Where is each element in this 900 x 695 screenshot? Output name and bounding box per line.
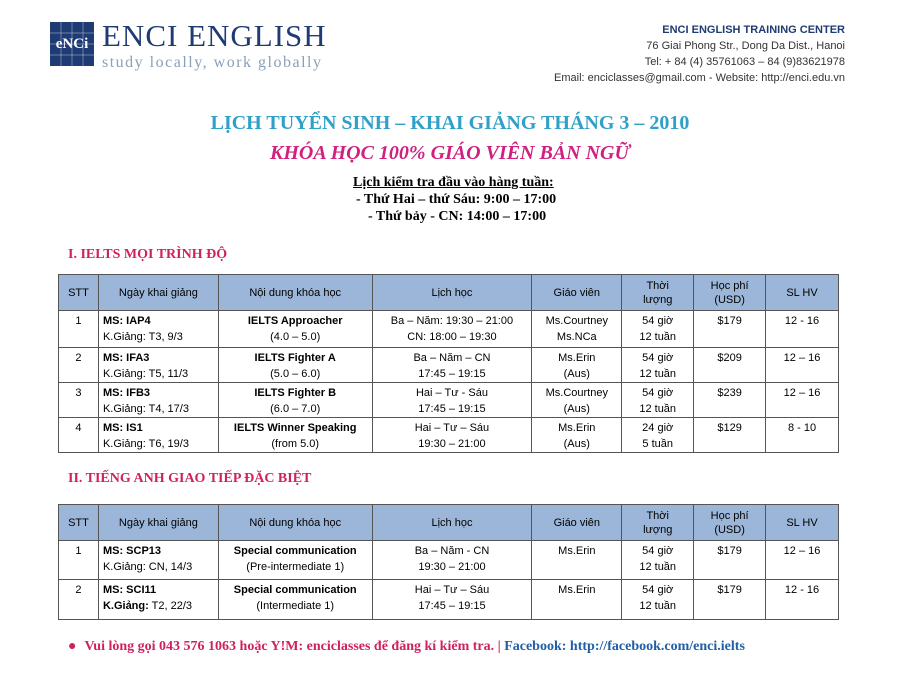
col-duration: Thời lượng	[622, 505, 694, 541]
contact-email: Email: enciclasses@gmail.com - Website: http://enci.edu.vn	[554, 72, 845, 84]
table-row: 2 MS: IFA3 K.Giảng: T5, 11/3 IELTS Fighter A (5.0 – 6.0) Ba – Năm – CN 17:45 – 19:15 Ms.Erin (Aus) 54 giờ 12 tuần $209 12 – 16	[59, 348, 839, 383]
col-stt: STT	[59, 275, 99, 311]
col-teacher: Giáo viên	[532, 505, 622, 541]
test-schedule-weekend: - Thứ bảy - CN: 14:00 – 17:00	[368, 209, 547, 224]
test-schedule-weekday: - Thứ Hai – thứ Sáu: 9:00 – 17:00	[356, 192, 557, 207]
col-fee: Học phí (USD)	[694, 505, 766, 541]
col-content: Nội dung khóa học	[218, 505, 372, 541]
col-start: Ngày khai giảng	[98, 505, 218, 541]
table-header-row	[59, 505, 839, 541]
page-subtitle: KHÓA HỌC 100% GIÁO VIÊN BẢN NGỮ	[270, 142, 630, 164]
test-schedule	[350, 174, 556, 225]
col-schedule: Lịch học	[372, 275, 532, 311]
brand-tagline: study locally, work globally	[102, 54, 323, 71]
bullet-icon: ●	[68, 639, 77, 654]
contact-tel: Tel: + 84 (4) 35761063 – 84 (9)83621978	[644, 56, 845, 68]
brand-name: ENCI ENGLISH	[102, 18, 327, 53]
table-row: 1 MS: SCP13 K.Giảng: CN, 14/3 Special communication (Pre-intermediate 1) Ba – Năm - CN 19:30 – 21:00 Ms.Erin 54 giờ 12 tuần $179 12 – 16	[59, 541, 839, 580]
communication-table	[58, 504, 839, 620]
logo	[50, 20, 350, 76]
logo-text: eNCi	[55, 36, 89, 52]
col-fee: Học phí (USD)	[694, 275, 766, 311]
test-schedule-heading: Lịch kiểm tra đầu vào hàng tuần:	[353, 175, 554, 190]
table-row: 2 MS: SCI11 K.Giảng: T2, 22/3 Special communication (Intermediate 1) Hai – Tư – Sáu 17:45 – 19:15 Ms.Erin 54 giờ 12 tuần $179 12 - 16	[59, 580, 839, 620]
page-title: LỊCH TUYỂN SINH – KHAI GIẢNG THÁNG 3 – 2010	[210, 112, 690, 134]
col-start: Ngày khai giảng	[98, 275, 218, 311]
contact-block	[554, 22, 845, 86]
table-row: 1 MS: IAP4 K.Giảng: T3, 9/3 IELTS Approacher (4.0 – 5.0) Ba – Năm: 19:30 – 21:00 CN: 18:00 – 19:30 Ms.Courtney Ms.NCa 54 giờ 12 tuần $179 12 - 16	[59, 311, 839, 348]
contact-org: ENCI ENGLISH TRAINING CENTER	[662, 24, 845, 36]
ielts-table	[58, 274, 839, 453]
footer-note	[68, 639, 745, 655]
contact-address: 76 Giai Phong Str., Dong Da Dist., Hanoi	[646, 40, 845, 52]
table-row: 3 MS: IFB3 K.Giảng: T4, 17/3 IELTS Fighter B (6.0 – 7.0) Hai – Tư - Sáu 17:45 – 19:15 Ms.Courtney (Aus) 54 giờ 12 tuần $239 12 – 16	[59, 383, 839, 418]
col-teacher: Giáo viên	[532, 275, 622, 311]
facebook-link[interactable]: Facebook: http://facebook.com/enci.ielts	[504, 639, 745, 654]
col-stt: STT	[59, 505, 99, 541]
section-title-ielts: I. IELTS MỌI TRÌNH ĐỘ	[68, 247, 228, 262]
col-size: SL HV	[766, 505, 839, 541]
footer-message: Vui lòng gọi 043 576 1063 hoặc Y!M: enciclasses để đăng kí kiểm tra. |	[84, 639, 501, 654]
col-size: SL HV	[766, 275, 839, 311]
col-content: Nội dung khóa học	[218, 275, 372, 311]
logo-mark	[50, 22, 94, 66]
section-title-communication: II. TIẾNG ANH GIAO TIẾP ĐẶC BIỆT	[68, 471, 312, 486]
col-schedule: Lịch học	[372, 505, 532, 541]
table-row: 4 MS: IS1 K.Giảng: T6, 19/3 IELTS Winner Speaking (from 5.0) Hai – Tư – Sáu 19:30 – 21:00 Ms.Erin (Aus) 24 giờ 5 tuần $129 8 - 10	[59, 418, 839, 453]
col-duration: Thời lượng	[622, 275, 694, 311]
table-header-row	[59, 275, 839, 311]
